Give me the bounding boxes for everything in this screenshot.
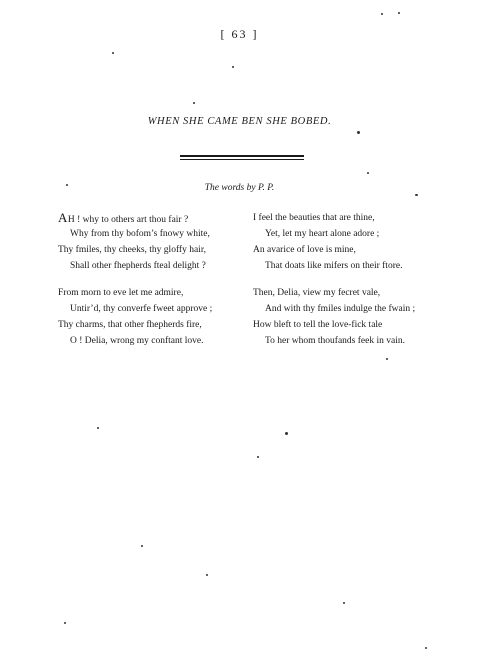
verse-line: Yet, let my heart alone adore ; [265,229,380,239]
stanza-gap [58,274,248,285]
verse-line: How bleft to tell the love-fick tale [253,320,383,330]
paper-speck [257,456,259,458]
paper-speck [66,184,68,186]
author-credit: The words by P. P. [204,183,275,193]
page-number: [ 63 ] [220,27,259,41]
paper-speck [285,432,288,435]
drop-cap: A [58,210,68,225]
verse-line: O ! Delia, wrong my conftant love. [70,336,204,346]
verse-line: Thy fmiles, thy cheeks, thy gloffy hair, [58,245,206,255]
paper-speck [97,427,99,429]
verse-line: From morn to eve let me admire, [58,288,184,298]
verse-line: Why from thy bofom’s fnowy white, [70,229,210,239]
verse-line: An avarice of love is mine, [253,245,356,255]
paper-speck [141,545,143,547]
verse-line: To her whom thoufands feek in vain. [265,336,405,346]
paper-speck [381,13,383,15]
song-title: WHEN SHE CAME BEN SHE BOBED. [147,116,332,127]
paper-speck [425,647,427,649]
verse-line: Shall other fhepherds fteal delight ? [70,261,206,271]
paper-speck [193,102,195,104]
poem-column-right [253,210,453,349]
poem-column-left [58,210,248,349]
paper-speck [232,66,234,68]
verse-line: Untir’d, thy converfe fweet approve ; [70,304,213,314]
stanza-gap [253,274,453,285]
title-rule-thin [180,159,304,160]
paper-speck [206,574,208,576]
paper-speck [367,172,369,174]
paper-speck [398,12,400,14]
verse-line: Then, Delia, view my fecret vale, [253,288,381,298]
verse-line: And with thy fmiles indulge the fwain ; [265,304,416,314]
paper-speck [415,194,418,196]
verse-line-text: H ! why to others art thou fair ? [67,215,189,225]
paper-speck [357,131,360,134]
paper-speck [112,52,114,54]
paper-speck [64,622,66,624]
title-rule-thick [180,155,304,157]
verse-line: That doats like mifers on their ftore. [265,261,403,271]
paper-speck [386,358,388,360]
paper-speck [343,602,345,604]
verse-line: Thy charms, that other fhepherds fire, [58,320,202,330]
verse-line: I feel the beauties that are thine, [253,213,375,223]
verse-line [58,210,248,226]
